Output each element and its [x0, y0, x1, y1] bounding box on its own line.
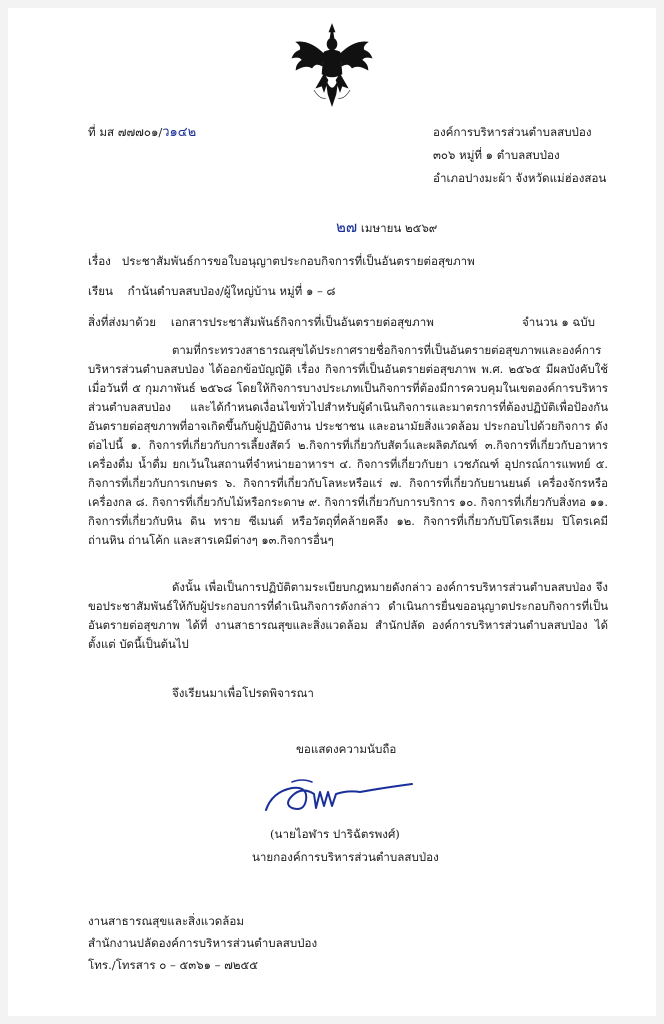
enclosure-line: [88, 314, 434, 331]
signer-title: นายกองค์การบริหารส่วนตำบลสบป่อง: [252, 850, 439, 864]
body-paragraph-1: ตามที่กระทรวงสาธารณสุขได้ประกาศรายชื่อกิจการที่เป็นอันตรายต่อสุขภาพและองค์การบริหารส่วนตำบลสบป่อง ได้ออกข้อบัญญัติ เรื่อง กิจการที่เป็นอันตรายต่อสุขภาพ พ.ศ. ๒๕๖๕ มีผลบังคับใช้เมื่อวันที่ ๕ กุมภาพันธ์ ๒๕๖๘ โดยให้กิจการบางประเภทเป็นกิจการที่ต้องมีการควบคุมในเขตองค์การบริหารส่วนตำบลสบป่อง และได้กำหนดเงื่อนไขทั่วไปสำหรับผู้ดำเนินกิจการและมาตรการที่ต้องปฏิบัติเพื่อป้องกันอันตรายต่อสุขภาพที่อาจเกิดขึ้นกับผู้ปฏิบัติงาน ประชาชน และอนามัยสิ่งแวดล้อม ประกอบไปด้วยกิจการ ดังต่อไปนี้ ๑. กิจการที่เกี่ยวกับการเลี้ยงสัตว์ ๒.กิจการที่เกี่ยวกับสัตว์และผลิตภัณฑ์ ๓.กิจการที่เกี่ยวกับอาหาร เครื่องดื่ม น้ำดื่ม ยกเว้นในสถานที่จำหน่ายอาหารฯ ๔. กิจการที่เกี่ยวกับยา เวชภัณฑ์ อุปกรณ์การแพทย์ ๕. กิจการที่เกี่ยวกับการเกษตร ๖. กิจการที่เกี่ยวกับโลหะหรือแร่ ๗. กิจการที่เกี่ยวกับยานยนต์ เครื่องจักรหรือเครื่องกล ๘. กิจการที่เกี่ยวกับไม้หรือกระดาษ ๙. กิจการที่เกี่ยวกับการบริการ ๑๐. กิจการที่เกี่ยวกับสิ่งทอ ๑๑. กิจการที่เกี่ยวกับหิน ดิน ทราย ซีเมนต์ หรือวัตถุที่คล้ายคลึง ๑๒. กิจการที่เกี่ยวกับปิโตรเลียม ปิโตรเคมี ถ่านหิน ถ่านโค้ก และสารเคมีต่างๆ ๑๓.กิจการอื่นๆ: [88, 343, 608, 547]
reference-number: ๗๗๗๐๑/: [117, 125, 163, 139]
reference-handwritten: ว๑๔๒: [162, 125, 197, 140]
sender-address-line1: ๓๐๖ หมู่ที่ ๑ ตำบลสบป่อง: [433, 148, 560, 162]
subject-text: ประชาสัมพันธ์การขอใบอนุญาตประกอบกิจการที่เป็นอันตรายต่อสุขภาพ: [121, 254, 475, 268]
body-paragraph-2: ดังนั้น เพื่อเป็นการปฏิบัติตามระเบียบกฎหมายดังกล่าว องค์การบริหารส่วนตำบลสบป่อง จึงขอประชาสัมพันธ์ให้กับผู้ประกอบการที่ดำเนินกิจการดังกล่าว ดำเนินการยื่นขออนุญาตประกอบกิจการที่เป็นอันตรายต่อสุขภาพ ได้ที่ งานสาธารณสุขและสิ่งแวดล้อม สำนักปลัด องค์การบริหารส่วนตำบลสบป่อง ได้ตั้งแต่ บัดนี้เป็นต้นไป: [88, 580, 608, 651]
subject-line: [88, 253, 475, 270]
enclosure-label: สิ่งที่ส่งมาด้วย: [88, 315, 157, 329]
footer-department: งานสาธารณสุขและสิ่งแวดล้อม: [88, 914, 245, 928]
closing-request: จึงเรียนมาเพื่อโปรดพิจารณา: [172, 686, 314, 700]
footer-phone: โทร./โทรสาร ๐ – ๕๓๖๑ – ๗๒๕๕: [88, 958, 259, 972]
sender-address-line2: อำเภอปางมะผ้า จังหวัดแม่ฮ่องสอน: [433, 171, 607, 185]
sender-name: องค์การบริหารส่วนตำบลสบป่อง: [433, 125, 592, 139]
letter-date: [336, 219, 437, 237]
recipient-text: กำนันตำบลสบป่อง/ผู้ใหญ่บ้าน หมู่ที่ ๑ – ๘: [127, 284, 336, 298]
recipient-label: เรียน: [88, 284, 113, 298]
subject-label: เรื่อง: [88, 254, 111, 268]
footer-office: สำนักงานปลัดองค์การบริหารส่วนตำบลสบป่อง: [88, 936, 318, 950]
signer-name: (นายไอฬาร ปาริฉัตรพงศ์): [270, 827, 400, 841]
closing-salutation: ขอแสดงความนับถือ: [296, 742, 397, 756]
date-month-year: เมษายน ๒๕๖๙: [360, 221, 438, 235]
garuda-emblem-icon: [286, 22, 378, 108]
enclosure-quantity: จำนวน ๑ ฉบับ: [522, 315, 596, 329]
reference-prefix: ที่ มส: [88, 125, 115, 139]
recipient-line: [88, 283, 335, 300]
enclosure-text: เอกสารประชาสัมพันธ์กิจการที่เป็นอันตรายต่อสุขภาพ: [170, 315, 434, 329]
date-day-handwritten: ๒๗: [336, 218, 358, 236]
reference-label: [88, 124, 196, 141]
signature-icon: [262, 774, 422, 822]
